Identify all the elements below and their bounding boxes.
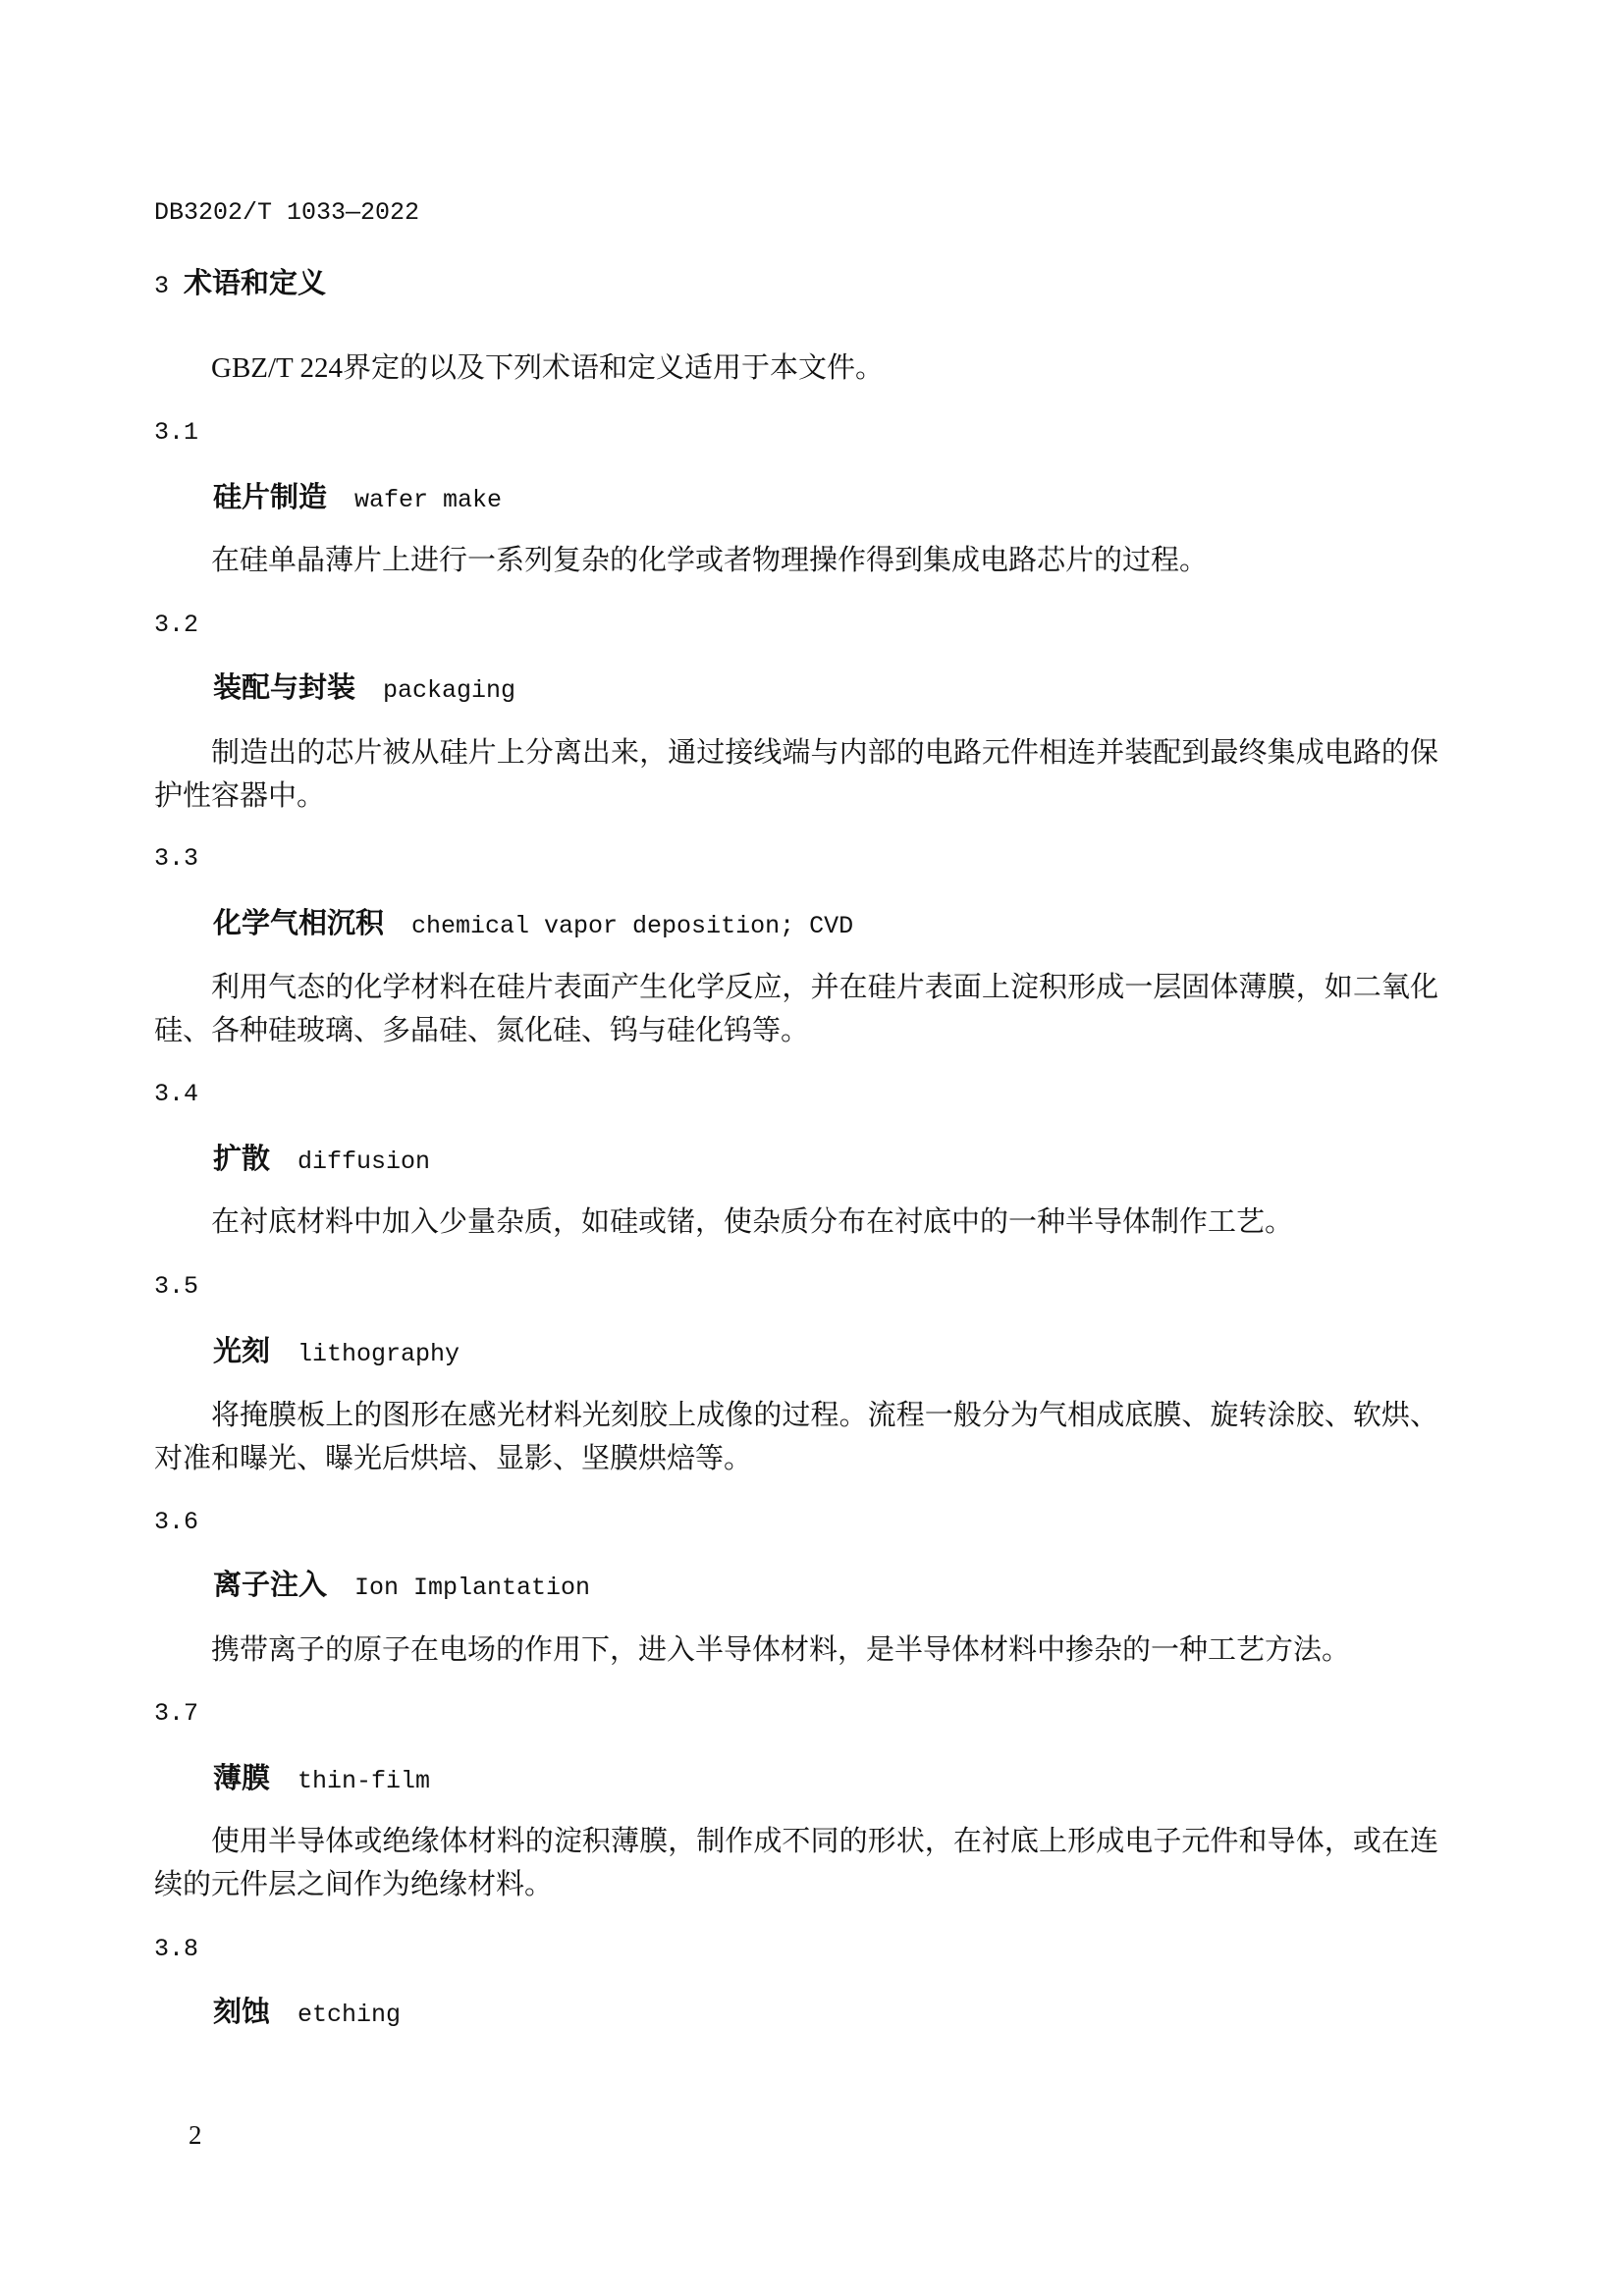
term-definition: 制造出的芯片被从硅片上分离出来，通过接线端与内部的电路元件相连并装配到最终集成电路的保护性容器中。 (154, 737, 1438, 812)
term-heading (213, 1330, 460, 1373)
term-number: 3.8 (154, 1935, 199, 1963)
term-english: packaging (383, 676, 516, 705)
term-number: 3.7 (154, 1699, 199, 1728)
term-definition: 使用半导体或绝缘体材料的淀积薄膜，制作成不同的形状，在衬底上形成电子元件和导体，或在连续的元件层之间作为绝缘材料。 (154, 1826, 1438, 1900)
term-english: lithography (298, 1340, 460, 1368)
section-number: 3 (154, 272, 170, 300)
term-number: 3.3 (154, 844, 199, 873)
term-definition: 携带离子的原子在电场的作用下，进入半导体材料，是半导体材料中掺杂的一种工艺方法。 (211, 1634, 1351, 1666)
term-chinese: 刻蚀 (213, 1997, 271, 2028)
term-heading (213, 1757, 430, 1800)
term-number: 3.4 (154, 1080, 199, 1108)
section-title: 术语和定义 (184, 268, 327, 299)
term-heading (213, 1138, 430, 1181)
term-chinese: 化学气相沉积 (213, 908, 385, 939)
term-english: Ion Implantation (354, 1574, 591, 1602)
term-english: chemical vapor deposition; CVD (411, 912, 854, 940)
term-definition: 在衬底材料中加入少量杂质，如硅或锗，使杂质分布在衬底中的一种半导体制作工艺。 (211, 1206, 1294, 1238)
term-number: 3.6 (154, 1508, 199, 1536)
term-chinese: 光刻 (213, 1336, 271, 1367)
term-definition: 将掩膜板上的图形在感光材料光刻胶上成像的过程。流程一般分为气相成底膜、旋转涂胶、软烘、对准和曝光、曝光后烘培、显影、坚膜烘焙等。 (154, 1400, 1438, 1474)
document-code-header: DB3202/T 1033—2022 (154, 198, 420, 227)
term-number: 3.5 (154, 1272, 199, 1301)
term-chinese: 硅片制造 (213, 482, 328, 513)
term-english: thin-film (298, 1767, 431, 1795)
page-number: 2 (189, 2120, 202, 2150)
term-heading (213, 667, 515, 710)
term-number: 3.1 (154, 418, 199, 447)
term-definition: 利用气态的化学材料在硅片表面产生化学反应，并在硅片表面上淀积形成一层固体薄膜，如二氧化硅、各种硅玻璃、多晶硅、氮化硅、钨与硅化钨等。 (154, 972, 1438, 1046)
term-chinese: 薄膜 (213, 1763, 271, 1794)
term-chinese: 扩散 (213, 1144, 271, 1175)
term-english: diffusion (298, 1148, 431, 1176)
term-heading (213, 902, 853, 945)
term-definition: 在硅单晶薄片上进行一系列复杂的化学或者物理操作得到集成电路芯片的过程。 (211, 545, 1209, 576)
term-number: 3.2 (154, 611, 199, 639)
term-heading (213, 476, 502, 519)
term-heading (213, 1564, 590, 1607)
term-english: etching (298, 2001, 402, 2029)
term-english: wafer make (354, 486, 503, 514)
intro-paragraph: GBZ/T 224界定的以及下列术语和定义适用于本文件。 (211, 352, 884, 384)
term-chinese: 装配与封装 (213, 672, 356, 704)
section-heading (154, 262, 326, 305)
term-heading (213, 1991, 401, 2034)
term-chinese: 离子注入 (213, 1570, 328, 1601)
